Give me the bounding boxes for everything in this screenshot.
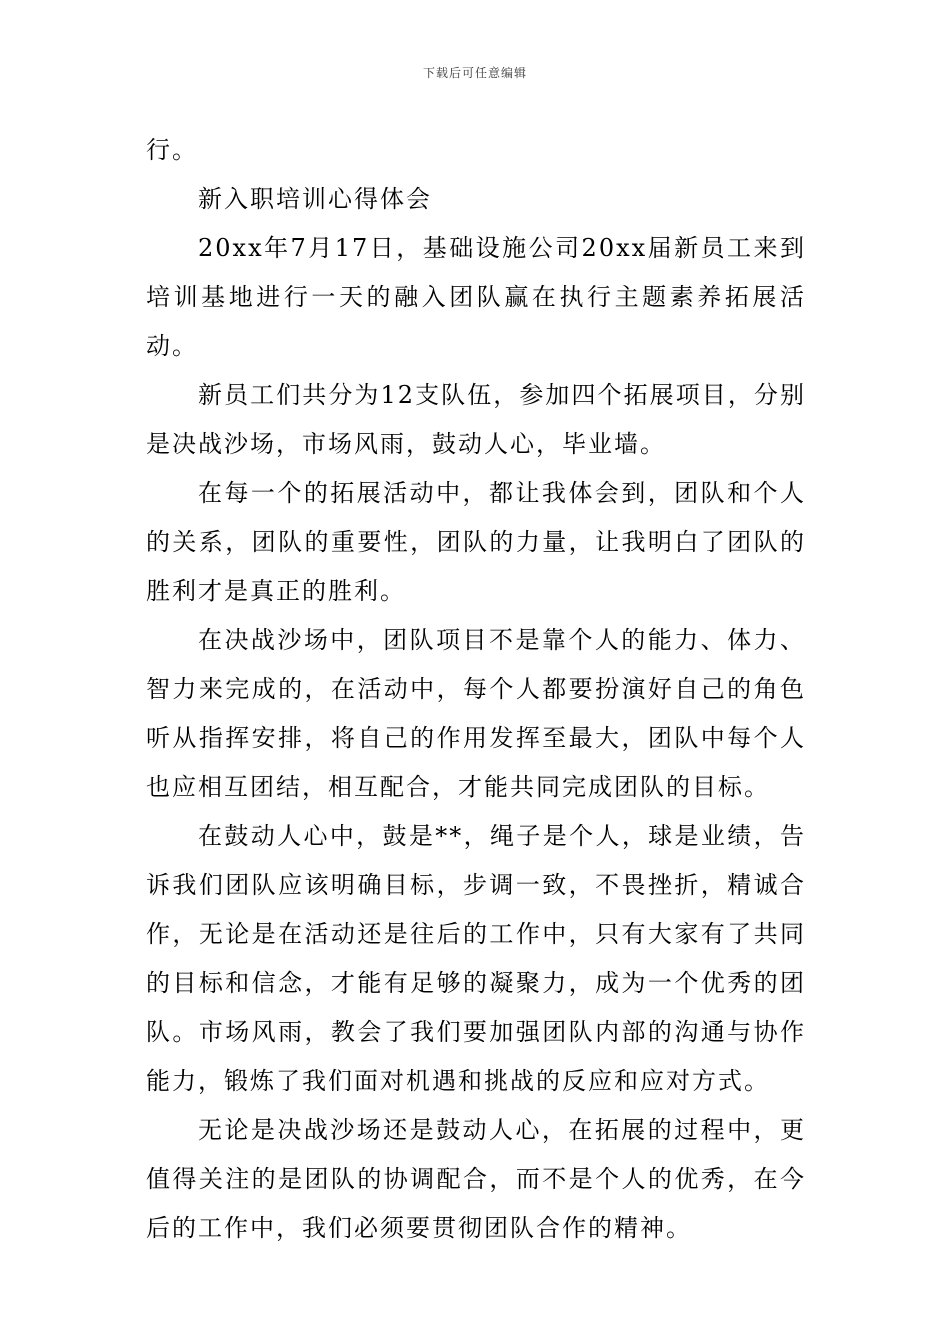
paragraph: 在决战沙场中，团队项目不是靠个人的能力、体力、智力来完成的，在活动中，每个人都要扮演好自己的角色听从指挥安排，将自己的作用发挥至最大，团队中每个人也应相互团结，相互配合，才能共同完成团队的目标。 (146, 626, 806, 801)
paragraph: 在每一个的拓展活动中，都让我体会到，团队和个人的关系，团队的重要性，团队的力量，让我明白了团队的胜利才是真正的胜利。 (146, 479, 806, 605)
paragraph: 无论是决战沙场还是鼓动人心，在拓展的过程中，更值得关注的是团队的协调配合，而不是个人的优秀，在今后的工作中，我们必须要贯彻团队合作的精神。 (146, 1116, 806, 1242)
document-body (146, 126, 806, 1253)
paragraph: 在鼓动人心中，鼓是**，绳子是个人，球是业绩，告诉我们团队应该明确目标，步调一致，不畏挫折，精诚合作，无论是在活动还是往后的工作中，只有大家有了共同的目标和信念，才能有足够的凝聚力，成为一个优秀的团队。市场风雨，教会了我们要加强团队内部的沟通与协作能力，锻炼了我们面对机遇和挑战的反应和应对方式。 (146, 822, 806, 1095)
paragraph: 20xx年7月17日，基础设施公司20xx届新员工来到培训基地进行一天的融入团队赢在执行主题素养拓展活动。 (146, 234, 806, 360)
paragraph: 新员工们共分为12支队伍，参加四个拓展项目，分别是决战沙场，市场风雨，鼓动人心，毕业墙。 (146, 381, 806, 458)
section-title: 新入职培训心得体会 (198, 185, 432, 213)
page-header-note: 下载后可任意编辑 (422, 66, 527, 80)
paragraph-continuation: 行。 (146, 136, 198, 164)
